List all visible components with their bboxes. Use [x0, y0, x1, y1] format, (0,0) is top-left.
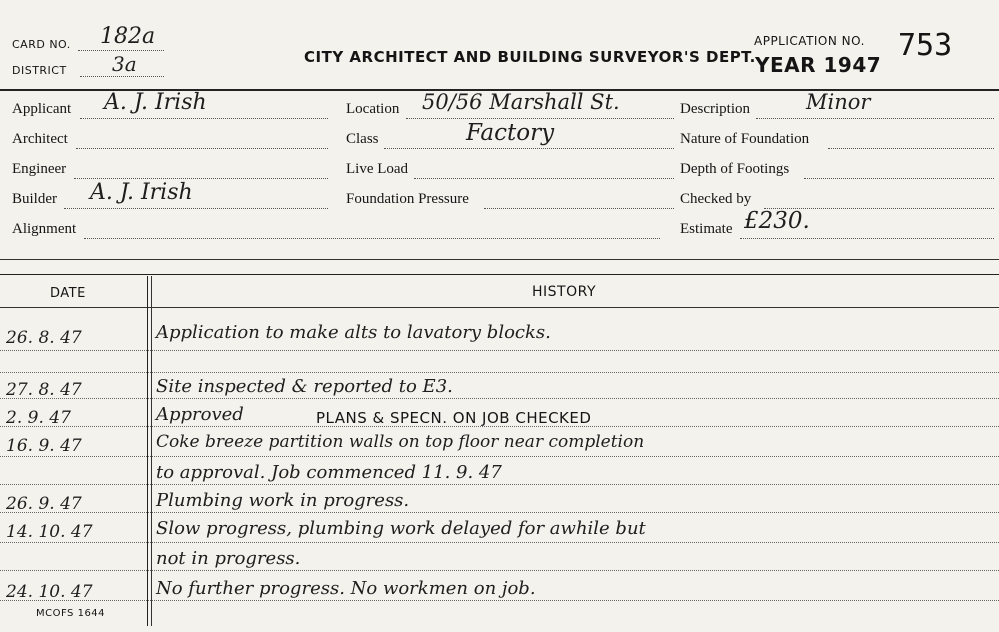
entry-text-continued: to approval. Job commenced 11. 9. 47 [156, 462, 502, 483]
engineer-label: Engineer [12, 161, 67, 177]
builder-value: A. J. Irish [90, 180, 193, 205]
entry-text: Application to make alts to lavatory blocks. [156, 322, 551, 343]
location-value: 50/56 Marshall St. [422, 90, 620, 114]
entry-date: 26. 8. 47 [6, 328, 82, 348]
applicant-label: Applicant [12, 101, 72, 117]
estimate-value: £230. [744, 208, 810, 234]
location-label: Location [346, 101, 400, 117]
district-value: 3a [112, 52, 137, 76]
checked-by-label: Checked by [680, 191, 752, 207]
entry-date: 27. 8. 47 [6, 380, 82, 400]
entry-text: Coke breeze partition walls on top floor near completion [156, 432, 645, 452]
estimate-label: Estimate [680, 221, 733, 237]
builder-label: Builder [12, 191, 57, 207]
department-title: CITY ARCHITECT AND BUILDING SURVEYOR'S DEPT. [304, 48, 756, 66]
class-label: Class [346, 131, 379, 147]
application-no-value: 753 [898, 28, 953, 63]
depth-of-footings-label: Depth of Footings [680, 161, 790, 177]
date-column-header: DATE [50, 286, 86, 301]
application-no-label: APPLICATION NO. [754, 34, 865, 48]
year-label: YEAR 1947 [755, 53, 882, 77]
foundation-pressure-label: Foundation Pressure [346, 191, 469, 207]
card-no-label: CARD NO. [12, 38, 71, 51]
description-label: Description [680, 101, 750, 117]
entry-date: 14. 10. 47 [6, 522, 93, 542]
nature-of-foundation-label: Nature of Foundation [680, 131, 810, 147]
entry-text-continued: not in progress. [156, 548, 301, 569]
entry-text: Site inspected & reported to E3. [156, 376, 453, 397]
history-column-header: HISTORY [532, 284, 596, 300]
entry-text: No further progress. No workmen on job. [156, 578, 536, 599]
entry-date: 24. 10. 47 [6, 582, 93, 602]
entry-date: 2. 9. 47 [6, 408, 71, 428]
approval-stamp: PLANS & SPECN. ON JOB CHECKED [316, 409, 592, 427]
applicant-value: A. J. Irish [104, 90, 207, 115]
description-value: Minor [806, 90, 871, 114]
district-label: DISTRICT [12, 64, 67, 77]
form-code: MCOFS 1644 [36, 608, 106, 619]
entry-text: Slow progress, plumbing work delayed for awhile but [156, 518, 646, 539]
architect-label: Architect [12, 131, 68, 147]
entry-date: 26. 9. 47 [6, 494, 82, 514]
entry-date: 16. 9. 47 [6, 436, 82, 456]
alignment-label: Alignment [12, 221, 77, 237]
entry-text: Plumbing work in progress. [156, 490, 410, 511]
live-load-label: Live Load [346, 161, 409, 177]
class-value: Factory [466, 120, 555, 146]
entry-text: Approved [156, 404, 244, 425]
card-no-value: 182a [100, 24, 156, 49]
